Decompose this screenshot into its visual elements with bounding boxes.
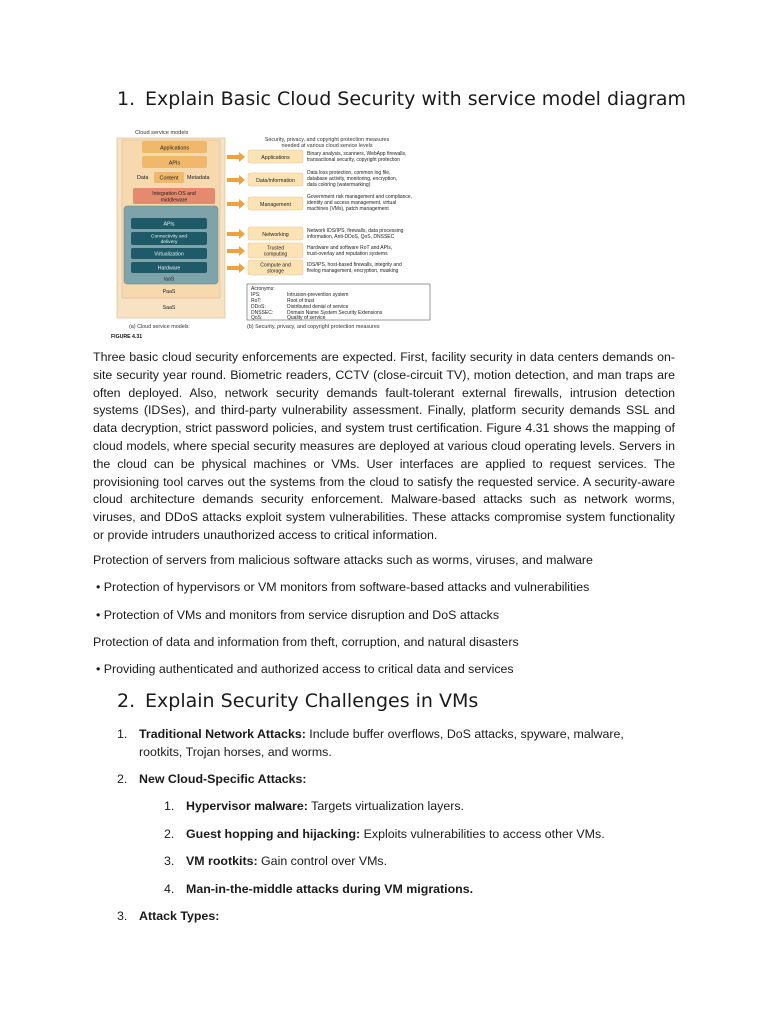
row-desc-1: IDS/IPS, host-based firewalls, integrity and [307, 262, 402, 268]
row-desc-1: Government risk management and compliance, [307, 194, 413, 200]
acronyms-title: Acronyms: [251, 286, 275, 292]
connectivity-line1: Connectivity and [150, 234, 188, 240]
measure-row-management [227, 194, 412, 212]
acronym-abbr: DDoS: [251, 304, 266, 310]
bullet-authenticated-access: • Providing authenticated and authorized access to critical data and services [96, 662, 514, 676]
acronym-full: Root of trust [287, 298, 315, 304]
servers-protection-text: Protection of servers from malicious software attacks such as worms, viruses, and malware [93, 553, 593, 567]
row-label: Management [260, 202, 291, 208]
list-number: 2. [117, 772, 128, 786]
measure-row-data-information [227, 170, 397, 188]
sublist-item-hypervisor-malware [164, 797, 465, 815]
arrow-icon [227, 175, 245, 185]
acronym-abbr: IPS: [251, 292, 261, 298]
arrow-icon [227, 246, 245, 256]
list-item-bold: VM rootkits: [186, 854, 258, 868]
sublist-item-mitm [164, 880, 474, 898]
content-label: Content [159, 175, 179, 182]
sublist-item-guest-hopping [164, 825, 605, 843]
integration-line1: Integration OS and [152, 191, 196, 197]
row-desc-2: firelog management, encryption, masking [307, 268, 399, 274]
list-item-bold: Guest hopping and hijacking: [186, 827, 361, 841]
saas-label: SaaS [162, 305, 176, 311]
list-number: 1. [117, 727, 128, 741]
row-label: Applications [261, 155, 290, 161]
row-desc-2: information, Anti-DDoS, QoS, DNSSEC [307, 234, 395, 240]
list-item-bold: New Cloud-Specific Attacks: [139, 772, 307, 786]
row-label-2: computing [263, 251, 288, 258]
list-item-text: Include buffer overflows, DoS attacks, spyware, malware, rootkits, Trojan horses, and worms. [139, 727, 624, 759]
figure-right-title-1: Security, privacy, and copyright protection measures [264, 137, 390, 143]
arrow-icon [227, 229, 245, 239]
arrow-icon [227, 152, 245, 162]
list-item-bold: Attack Types: [139, 909, 220, 923]
acronym-abbr: DNSSEC: [251, 310, 274, 316]
list-item-traditional-attacks [117, 725, 659, 761]
list-number: 2. [164, 827, 175, 841]
virtualization-label: Virtualization [154, 251, 184, 258]
measure-row-trusted-computing [227, 243, 392, 258]
acronym-full: Distributed denial of service [287, 304, 349, 310]
row-label-1: Compute and [260, 262, 291, 269]
acronyms-box [247, 284, 430, 321]
row-desc-2: transactional security, copyright protection [307, 157, 401, 163]
row-desc-2: identity and access management, virtual [307, 200, 397, 206]
list-number: 3. [164, 854, 175, 868]
row-desc-1: Data loss protection, common log file, [307, 170, 391, 176]
bullet-hypervisors: • Protection of hypervisors or VM monitors from software-based attacks and vulnerabilities [96, 580, 590, 594]
list-item-attack-types [117, 907, 220, 925]
integration-line2: middleware [160, 197, 188, 204]
section-2-title: Explain Security Challenges in VMs [145, 690, 479, 712]
acronym-full: Quality of service [287, 315, 326, 321]
list-number: 3. [117, 909, 128, 923]
list-item-bold: Hypervisor malware: [186, 799, 308, 813]
bullet-vms: • Protection of VMs and monitors from service disruption and DoS attacks [96, 608, 500, 622]
iaas-label: IaaS [163, 276, 175, 283]
row-label: Networking [262, 232, 289, 238]
measure-row-applications [227, 150, 406, 163]
row-label-2: storage [267, 268, 284, 275]
data-protection-text: Protection of data and information from theft, corruption, and natural disasters [93, 635, 519, 649]
list-number: 1. [164, 799, 175, 813]
list-item-text: Gain control over VMs. [257, 854, 388, 868]
row-desc-2: database activity, monitoring, encryption, [307, 176, 398, 182]
connectivity-line2: delivery [160, 240, 178, 245]
section-2-heading [117, 690, 478, 712]
figure-right-title-2: needed at various cloud service levels [281, 143, 373, 149]
row-label-1: Trusted [266, 245, 285, 252]
list-item-text: Exploits vulnerabilities to access other VMs. [360, 827, 605, 841]
metadata-label: Metadata [187, 175, 210, 181]
caption-a: (a) Cloud service models [129, 324, 189, 330]
row-desc-1: Hardware and software RoT and APIs, [307, 245, 393, 251]
paas-label: PaaS [162, 289, 176, 295]
figure-left-title: Cloud service models [135, 130, 189, 136]
list-item-bold: Traditional Network Attacks: [139, 727, 306, 741]
section-2-number: 2. [117, 690, 136, 712]
section-1-title: Explain Basic Cloud Security with service model diagram [145, 88, 687, 110]
arrow-icon [227, 263, 245, 273]
measure-row-networking [227, 227, 404, 240]
acronym-abbr: RoT: [251, 298, 262, 304]
box-apis-top-label: APIs [168, 160, 181, 167]
list-item-cloud-attacks [117, 770, 307, 788]
arrow-icon [227, 199, 245, 209]
list-item-text: Targets virtualization layers. [307, 799, 465, 813]
main-paragraph: Three basic cloud security enforcements are expected. First, facility security in data centers demands on-site security year round. Biometric readers, CCTV (close-circuit TV), motion detection, and man traps are often deployed. Also, network security demands fault-tolerant external firewalls, intrusion detection systems (IDSes), and third-party vulnerability assessment. Finally, platform security demands SSL and data decryption, strict password policies, and system trust certification. Figure 4.31 shows the mapping of cloud models, where special security measures are deployed at various cloud operating levels. Servers in the cloud can be physical machines or VMs. User interfaces are applied to request services. The provisioning tool carves out the systems from the cloud to satisfy the requested service. A security-aware cloud architecture demands security enforcement. Malware-based attacks such as network worms, viruses, and DDoS attacks exploit system vulnerabilities. These attacks compromise system functionality or provide intruders unauthorized access to critical information. [93, 350, 675, 542]
caption-b: (b) Security, privacy, and copyright protection measures [247, 324, 380, 330]
cloud-security-figure [111, 128, 497, 342]
figure-number: FIGURE 4.31 [111, 334, 143, 340]
section-1-heading [117, 88, 686, 110]
row-desc-3: data coloring (watermarking) [307, 182, 371, 188]
section-1-number: 1. [117, 88, 136, 110]
row-desc-2: trust-overlay and reputation systems [307, 251, 388, 257]
data-label: Data [137, 175, 149, 181]
acronym-abbr: QoS: [251, 315, 263, 321]
row-label: Data/information [256, 178, 295, 184]
row-desc-1: Binary analysis, scanners, WebApp firewalls, [307, 151, 407, 157]
measure-row-compute-storage [227, 260, 402, 275]
acronym-full: Domain Name System Security Extensions [287, 310, 383, 316]
hardware-label: Hardware [157, 265, 181, 272]
iaas-apis-label: APIs [163, 221, 175, 228]
acronym-full: Intrusion-prevention system [287, 292, 349, 298]
list-number: 4. [164, 882, 175, 896]
sublist-item-vm-rootkits [164, 852, 388, 870]
row-desc-1: Network IDS/IPS, firewalls, data processing [307, 228, 404, 234]
list-item-bold: Man-in-the-middle attacks during VM migrations. [186, 882, 474, 896]
row-desc-3: machines (VMs), patch management [307, 206, 389, 212]
box-applications-label: Applications [159, 145, 190, 152]
